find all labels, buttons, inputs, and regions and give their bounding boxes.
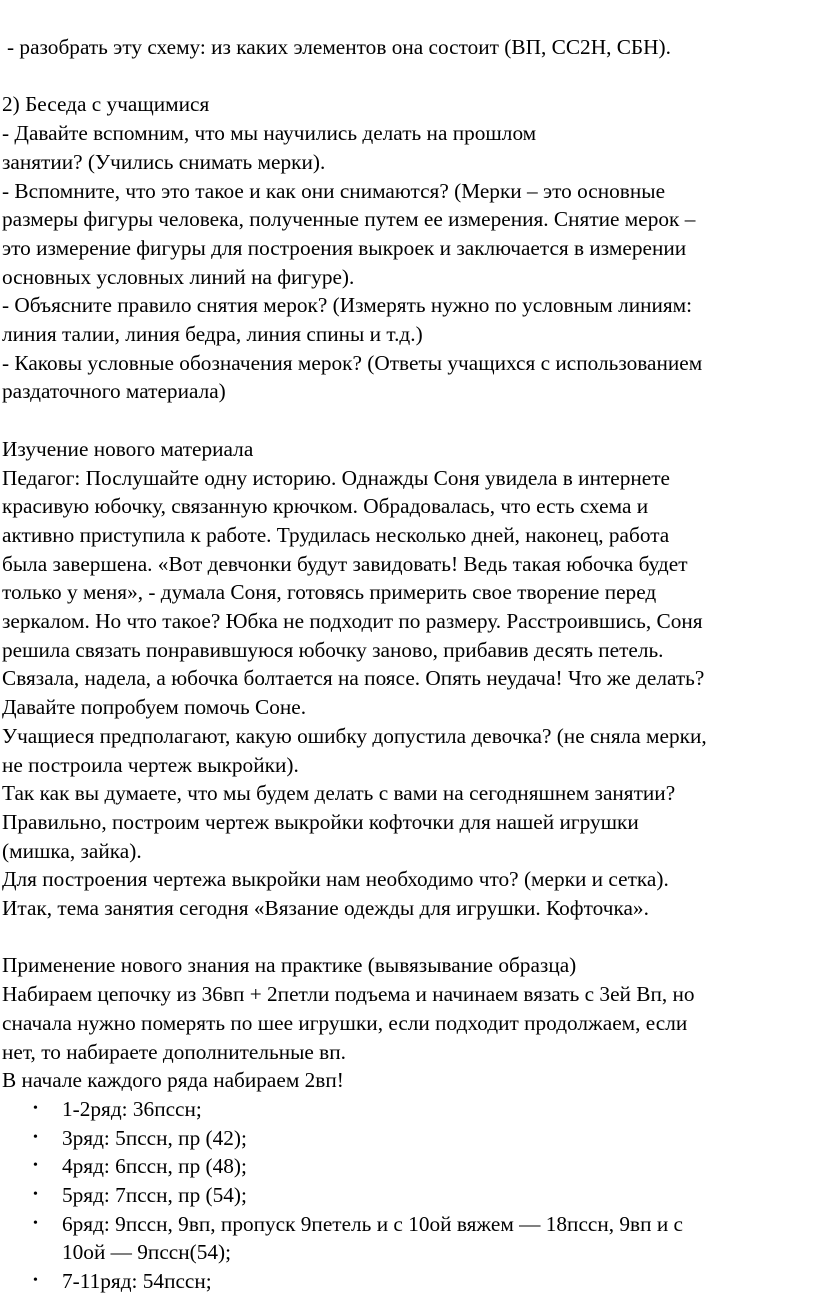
- list-item-text: 1-2ряд: 36пссн;: [62, 1096, 202, 1121]
- paragraph-line: Так как вы думаете, что мы будем делать с вами на сегодняшнем занятии?: [2, 781, 676, 806]
- paragraph-line: это измерение фигуры для построения выкроек и заключается в измерении: [2, 235, 687, 260]
- paragraph-line: Для построения чертежа выкройки нам необходимо что? (мерки и сетка).: [2, 867, 669, 892]
- paragraph-line: - Объясните правило снятия мерок? (Измерять нужно по условным линиям:: [2, 293, 693, 318]
- list-item: [0, 1267, 816, 1296]
- paragraph-line: была завершена. «Вот девчонки будут завидовать! Ведь такая юбочка будет: [2, 551, 688, 576]
- paragraph-line: - Давайте вспомним, что мы научились делать на прошлом: [2, 121, 537, 146]
- paragraph-line: не построила чертеж выкройки).: [2, 752, 299, 777]
- paragraph-line: (мишка, зайка).: [2, 838, 142, 863]
- list-item-text: 7-11ряд: 54пссн;: [62, 1269, 212, 1294]
- paragraph-line: нет, то набираете дополнительные вп.: [2, 1039, 346, 1064]
- paragraph-line: решила связать понравившуюся юбочку заново, прибавив десять петель.: [2, 637, 664, 662]
- intro-line: - разобрать эту схему: из каких элементов она состоит (ВП, СС2Н, СБН).: [7, 35, 671, 59]
- paragraph-line: линия талии, линия бедра, линия спины и т.д.): [2, 322, 423, 347]
- paragraph-line: Итак, тема занятия сегодня «Вязание одежды для игрушки. Кофточка».: [2, 896, 649, 921]
- list-item: [0, 1181, 816, 1210]
- paragraph-line: зеркалом. Но что такое? Юбка не подходит по размеру. Расстроившись, Соня: [2, 609, 703, 634]
- bullet-icon: •: [33, 1187, 38, 1203]
- list-item: [0, 1210, 816, 1267]
- paragraph-line: - Каковы условные обозначения мерок? (Ответы учащихся с использованием: [2, 350, 703, 375]
- paragraph-line: Набираем цепочку из 36вп + 2петли подъема и начинаем вязать с 3ей Вп, но: [2, 982, 695, 1007]
- section-heading: Изучение нового материала: [2, 436, 254, 461]
- section-heading: Применение нового знания на практике (вывязывание образца): [2, 953, 577, 978]
- paragraph-line: Учащиеся предполагают, какую ошибку допустила девочка? (не сняла мерки,: [2, 723, 707, 748]
- paragraph-line: только у меня», - думала Соня, готовясь примерить свое творение перед: [2, 580, 657, 605]
- blank-line: [0, 406, 816, 435]
- list-item-text: 10ой — 9пссн(54);: [62, 1240, 232, 1265]
- practice-section: [0, 951, 816, 1295]
- paragraph-line: Давайте попробуем помочь Соне.: [2, 695, 307, 720]
- list-item: [0, 1124, 816, 1153]
- list-item-text: 5ряд: 7пссн, пр (54);: [62, 1183, 247, 1208]
- paragraph-line: активно приступила к работе. Трудилась несколько дней, наконец, работа: [2, 522, 670, 547]
- paragraph-line: В начале каждого ряда набираем 2вп!: [2, 1068, 344, 1093]
- paragraph-line: Правильно, построим чертеж выкройки кофточки для нашей игрушки: [2, 809, 639, 834]
- conversation-section: [0, 90, 816, 406]
- paragraph-line: размеры фигуры человека, полученные путем ее измерения. Снятие мерок –: [2, 207, 696, 232]
- paragraph-line: Связала, надела, а юбочка болтается на поясе. Опять неудача! Что же делать?: [2, 666, 705, 691]
- list-item: [0, 1152, 816, 1181]
- bullet-icon: •: [33, 1273, 38, 1289]
- list-item-text: 4ряд: 6пссн, пр (48);: [62, 1154, 247, 1179]
- section-heading: 2) Беседа с учащимися: [2, 92, 210, 117]
- list-item-text: 6ряд: 9пссн, 9вп, пропуск 9петель и с 10ой вяжем — 18пссн, 9вп и с: [62, 1211, 683, 1236]
- paragraph-line: занятии? (Учились снимать мерки).: [2, 149, 326, 174]
- list-item: [0, 1095, 816, 1124]
- blank-line: [0, 62, 816, 91]
- paragraph-line: раздаточного материала): [2, 379, 226, 404]
- bullet-icon: •: [33, 1100, 38, 1116]
- paragraph-line: основных условных линий на фигуре).: [2, 264, 355, 289]
- bullet-icon: •: [33, 1129, 38, 1145]
- blank-line: [0, 923, 816, 952]
- paragraph-line: Педагог: Послушайте одну историю. Однажды Соня увидела в интернете: [2, 465, 670, 490]
- paragraph-line: - Вспомните, что это такое и как они снимаются? (Мерки – это основные: [2, 178, 666, 203]
- list-item-text: 3ряд: 5пссн, пр (42);: [62, 1125, 247, 1150]
- new-material-section: [0, 435, 816, 923]
- paragraph-line: сначала нужно померять по шее игрушки, если подходит продолжаем, если: [2, 1010, 688, 1035]
- bullet-icon: •: [33, 1158, 38, 1174]
- paragraph-line: красивую юбочку, связанную крючком. Обрадовалась, что есть схема и: [2, 494, 649, 519]
- bullet-icon: •: [33, 1215, 38, 1231]
